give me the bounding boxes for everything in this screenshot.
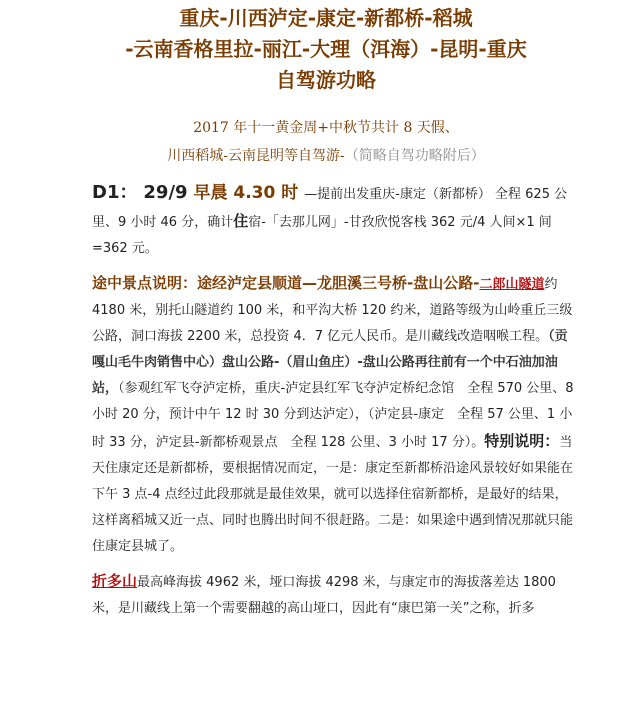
subtitle-note: （简略自驾功略附后） — [344, 148, 485, 164]
day1-time: 早晨 4.30 时 — [193, 183, 299, 203]
route-text-3: （参观红军飞夺泸定桥，重庆-泸定县红军飞夺泸定桥纪念馆 全程 570 公里、8 小时 20 分，预计中午 12 时 30 分到达泸定），（泸定县-康定 全程 57 公里、1 小时 33 分，泸定县-新都桥观景点 全程 128 公里、3 小时 17 分）。 — [92, 381, 574, 450]
route-path: 途经泸定县顺道—龙胆溪三号桥-盘山公路- — [197, 274, 480, 292]
zheduo-text: 最高峰海拔 4962 米，垭口海拔 4298 米，与康定市的海拔落差达 1800 米，是川藏线上第一个需要翻越的高山垭口，因此有“康巴第一关”之称，折多 — [92, 575, 556, 616]
day1-rest1: 全程 625 公里、9 小时 46 分，确计 — [92, 187, 568, 230]
title-line-1: 重庆-川西泸定-康定-新都桥-稻城 — [179, 6, 473, 30]
special-label: 特别说明： — [484, 432, 560, 450]
route-heading: 途中景点说明： — [92, 274, 198, 292]
title-line-3: 自驾游功略 — [276, 68, 376, 92]
document-title — [72, 0, 580, 96]
day1-label: D1： — [92, 182, 138, 203]
day1-date: 29/9 — [143, 182, 188, 203]
day1-zhu: 住 — [233, 212, 249, 230]
day1-paragraph — [92, 180, 580, 262]
day1-depart: —提前出发重庆-康定（新都桥） — [304, 187, 491, 202]
zheduo-link[interactable]: 折多山 — [92, 572, 138, 590]
zheduo-paragraph — [92, 568, 580, 622]
route-paragraph — [92, 270, 580, 560]
subtitle-main: 川西稻城-云南昆明等自驾游- — [167, 148, 345, 164]
route-text-1: 约 4180 米，别托山隧道约 100 米，和平沟大桥 120 约米，道路等级为山岭重丘三级公路，洞口海拔 2200 米，总投资 4．7 亿元人民币。是川藏线改造咽喉工程。 — [92, 277, 573, 344]
subtitle-line-2 — [72, 142, 580, 170]
day1-heading — [92, 183, 304, 203]
day1-rest2: 宿-「去那儿网」-甘孜欣悦客栈 362 元/4 人间×1 间=362 元。 — [92, 215, 552, 256]
subtitle-line-1: 2017 年十一黄金周+中秋节共计 8 天假、 — [193, 120, 459, 136]
route-text-2: （贡嘎山毛牛肉销售中心）盘山公路-（眉山鱼庄）-盘山公路再往前有一个中石油加油站， — [92, 329, 568, 396]
special-text: 当天住康定还是新都桥，要根据情况而定，一是：康定至新都桥沿途风景较好如果能在下午 3 点-4 点经过此段那就是最佳效果，就可以选择住宿新都桥，是最好的结果，这样离稻城又近一点、同时也腾出时间不很赶路。二是：如果途中遇到情况那就只能住康定县城了。 — [92, 435, 574, 554]
title-line-2: -云南香格里拉-丽江-大理（洱海）-昆明-重庆 — [125, 37, 527, 61]
document-subtitle — [72, 114, 580, 170]
tunnel-link[interactable]: 二郎山隧道 — [479, 277, 545, 292]
